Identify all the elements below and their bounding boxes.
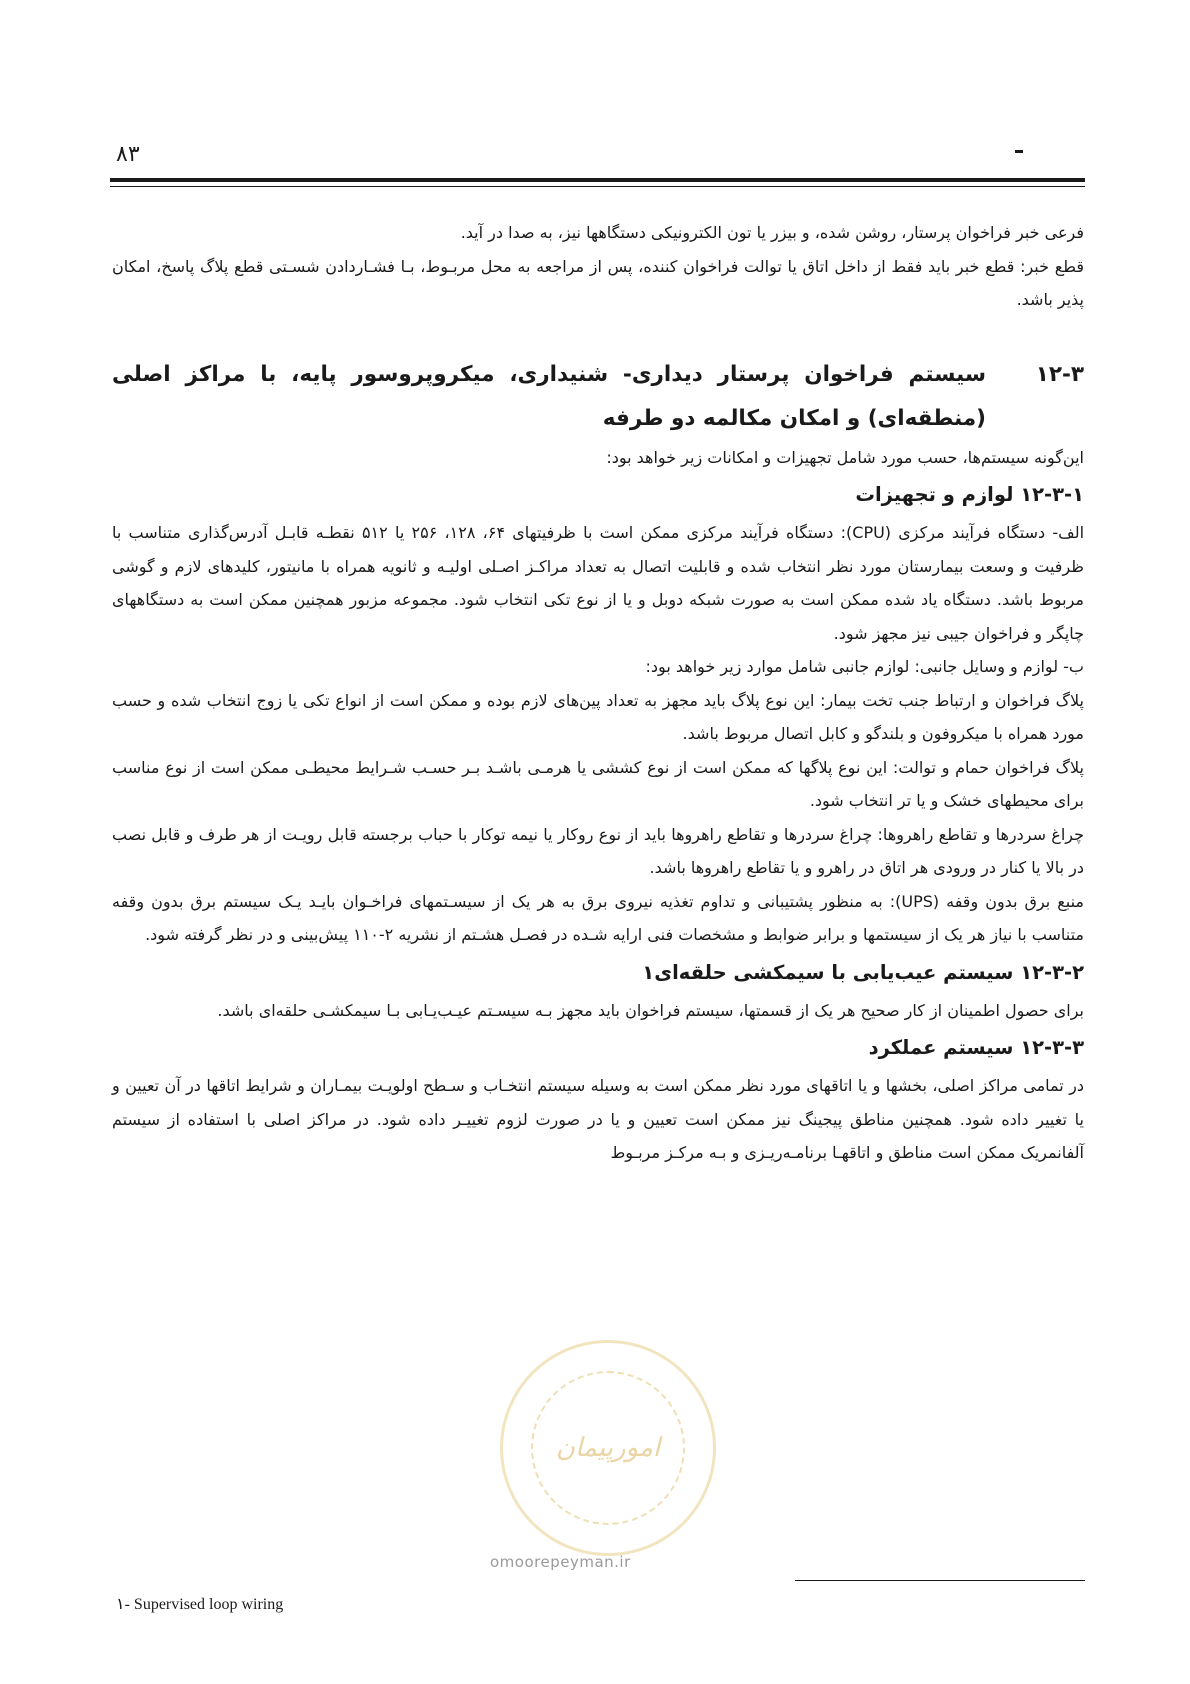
watermark-seal xyxy=(500,1340,716,1556)
subsection-heading-operation: ۱۲-۳-۳ سیستم عملکرد xyxy=(868,1036,1084,1059)
paragraph-ups: منبع برق بدون وقفه (UPS): به منظور پشتیبانی و تداوم تغذیه نیروی برق به هر یک از سیسـتمهای فراخـوان بایـد یـک سیستم برق بدون وقفه متناسب با نیاز هر یک از سیستمها و برابر ضوابط و مشخصات فنی ارایه شـده در فصـل هشـتم از نشریه ۲-۱۱۰ پیش‌بینی و در نظر گرفته شود. xyxy=(112,891,1084,944)
paragraph-bath-plug: پلاگ فراخوان حمام و توالت: این نوع پلاگها که ممکن است از نوع کششی یا هرمـی باشـد بـر حسـب شـرایط محیطـی ممکن است از نوع مناسب برای محیطهای خشک و یا تر انتخاب شود. xyxy=(112,757,1084,810)
header-dash xyxy=(1015,150,1023,153)
paragraph-continued: فرعی خبر فراخوان پرستار، روشن شده، و بیزر یا تون الکترونیکی دستگاهها نیز، به صدا در آید. xyxy=(460,223,1084,242)
header-rule-thick xyxy=(110,178,1085,182)
section-heading xyxy=(112,353,1084,441)
watermark-ring xyxy=(531,1371,685,1525)
page-number: ۸۳ xyxy=(116,142,140,167)
spacer xyxy=(112,317,1084,353)
section-intro: این‌گونه سیستم‌ها، حسب مورد شامل تجهیزات و امکانات زیر خواهد بود: xyxy=(606,447,1084,467)
footnote-rule xyxy=(795,1580,1085,1581)
subsection-heading-equipment: ۱۲-۳-۱ لوازم و تجهیزات xyxy=(855,483,1084,506)
section-title: سیستم فراخوان پرستار دیداری- شنیداری، میکروپروسور پایه، با مراکز اصلی (منطقه‌ای) و امکان مکالمه دو طرفه xyxy=(112,361,986,431)
section-number: ۱۲-۳ xyxy=(1035,361,1084,387)
paragraph-cancel-call: قطع خبر: قطع خبر باید فقط از داخل اتاق یا توالت فراخوان کننده، پس از مراجعه به محل مربـوط، بـا فشـاردادن شسـتی قطع پلاگ پاسخ، امکان پذیر باشد. xyxy=(112,256,1084,309)
page-body xyxy=(112,216,1084,1170)
footnote: ۱- Supervised loop wiring xyxy=(116,1596,284,1613)
paragraph-loop-wiring: برای حصول اطمینان از کار صحیح هر یک از قسمتها، سیستم فراخوان باید مجهز بـه سیسـتم عیـب‌یـابی بـا سیمکشـی حلقه‌ای باشد. xyxy=(217,1000,1084,1020)
header-rule-thin xyxy=(110,186,1085,187)
watermark-url: omoorepeyman.ir xyxy=(490,1553,631,1571)
subsection-heading-loop: ۱۲-۳-۲ سیستم عیب‌یابی با سیمکشی حلقه‌ای۱ xyxy=(642,960,1084,984)
paragraph-accessories: ب- لوازم و وسایل جانبی: لوازم جانبی شامل موارد زیر خواهد بود: xyxy=(645,657,1084,676)
watermark-text: امورپیمان xyxy=(555,1433,661,1463)
paragraph-operation: در تمامی مراکز اصلی، بخشها و یا اتاقهای مورد نظر ممکن است به وسیله سیستم انتخـاب و سـطح اولویـت بیمـاران و شرایط اتاقها در آن تعیین و یا تغییر داده شود. همچنین مناطق پیجینگ نیز ممکن است تعیین و یا در صورت لزوم تغییـر داده شود. در مراکز اصلی با استفاده از سیستم آلفانمریک ممکن است مناطق و اتاقهـا برنامـه‌ریـزی و بـه مرکـز مربـوط xyxy=(112,1076,1084,1162)
paragraph-cpu: الف- دستگاه فرآیند مرکزی (CPU): دستگاه فرآیند مرکزی ممکن است با ظرفیتهای ۶۴، ۱۲۸، ۲۵۶ یا ۵۱۲ نقطـه قابـل آدرس‌گذاری متناسب با ظرفیت و وسعت بیمارستان مورد نظر انتخاب شده و قابلیت اتصال به تعداد مراکـز اصـلی اولیـه و ثانویه همراه با مانیتور، کلیدهای لازم و گوشی مربوط باشد. دستگاه یاد شده ممکن است به صورت شبکه دوبل و یا از نوع تکی انتخاب شود. مجموعه مزبور همچنین ممکن است به دستگاههای چاپگر و فراخوان جیبی نیز مجهز شود. xyxy=(112,523,1085,643)
paragraph-corridor-lamp: چراغ سردرها و تقاطع راهروها: چراغ سردرها و تقاطع راهروها باید از نوع روکار یا نیمه توکار با حباب برجسته قابل رویـت از هر طرف و قابل نصب در بالا یا کنار در ورودی هر اتاق در راهرو و یا تقاطع راهروها باشد. xyxy=(112,824,1084,877)
paragraph-bed-plug: پلاگ فراخوان و ارتباط جنب تخت بیمار: این نوع پلاگ باید مجهز به تعداد پین‌های لازم بوده و ممکن است از انواع تکی یا زوج انتخاب شده و حسب مورد همراه با میکروفون و بلندگو و کابل اتصال مربوط باشد. xyxy=(112,690,1084,743)
